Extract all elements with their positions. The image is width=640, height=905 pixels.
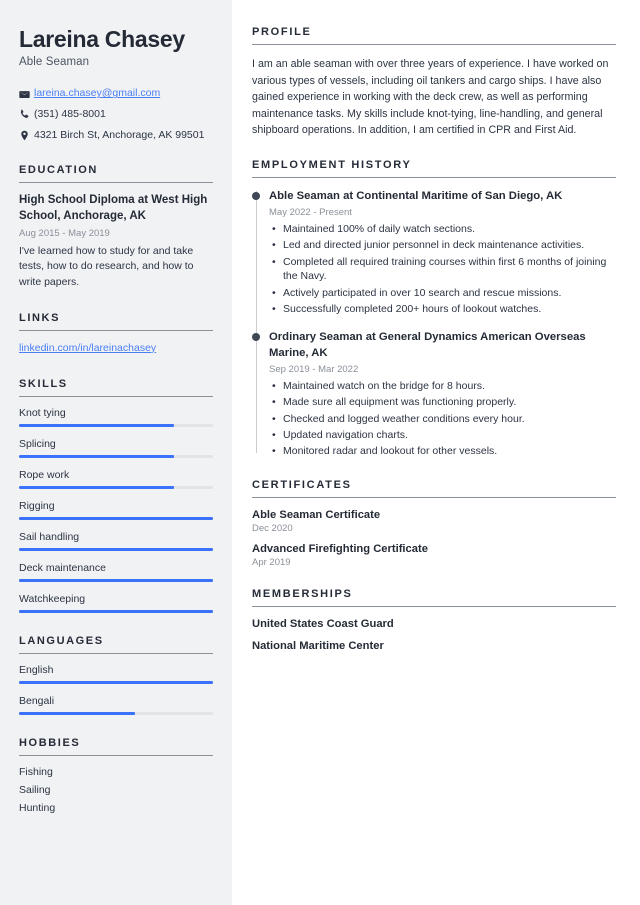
skill-item xyxy=(19,407,213,427)
job-bullet: • Maintained 100% of daily watch sections. xyxy=(283,222,616,237)
hobby-item: Fishing xyxy=(19,766,53,779)
certificate-name: Able Seaman Certificate xyxy=(252,509,381,522)
phone-text: (351) 485-8001 xyxy=(34,108,106,121)
main-content xyxy=(232,0,640,905)
skill-bar-track xyxy=(19,517,213,520)
language-bar-fill xyxy=(19,681,213,684)
skill-label: Knot tying xyxy=(19,407,66,420)
skill-bar-fill xyxy=(19,455,174,458)
hobbies-heading: HOBBIES xyxy=(19,737,81,750)
education-date: Aug 2015 - May 2019 xyxy=(19,228,110,240)
section-profile xyxy=(252,26,616,139)
section-links xyxy=(19,312,213,357)
education-description: I've learned how to study for and take tests, how to do research, and how to write papers. xyxy=(19,245,194,288)
certificate-date: Apr 2019 xyxy=(252,557,291,569)
job-entry xyxy=(269,330,616,459)
language-item xyxy=(19,695,213,715)
skill-bar-fill xyxy=(19,579,213,582)
job-bullet-list xyxy=(269,222,616,317)
section-skills xyxy=(19,378,213,613)
address-text: 4321 Birch St, Anchorage, AK 99501 xyxy=(34,128,205,141)
languages-heading: LANGUAGES xyxy=(19,635,104,648)
skill-label: Sail handling xyxy=(19,531,80,544)
education-divider xyxy=(19,182,213,183)
hobby-item: Sailing xyxy=(19,784,51,797)
skill-item xyxy=(19,469,213,489)
job-bullet: • Completed all required training courses within first 6 months of joining the Navy. xyxy=(283,255,616,285)
contact-row-email xyxy=(19,87,213,101)
employment-divider xyxy=(252,177,616,178)
job-bullet: • Successfully completed 200+ hours of lookout watches. xyxy=(283,302,616,317)
language-item xyxy=(19,664,213,684)
certificates-divider xyxy=(252,497,616,498)
profile-divider xyxy=(252,44,616,45)
skill-bar-track xyxy=(19,579,213,582)
certificate-name: Advanced Firefighting Certificate xyxy=(252,543,428,556)
certificate-item xyxy=(252,543,616,568)
contact-row-address xyxy=(19,129,213,143)
links-heading: LINKS xyxy=(19,311,60,324)
certificate-date: Dec 2020 xyxy=(252,523,293,535)
skill-item xyxy=(19,500,213,520)
skill-bar-track xyxy=(19,610,213,613)
skill-label: Rope work xyxy=(19,469,70,482)
hobby-item: Hunting xyxy=(19,802,56,815)
certificate-item xyxy=(252,509,616,534)
skill-label: Splicing xyxy=(19,438,56,451)
skill-label: Watchkeeping xyxy=(19,593,86,606)
phone-icon xyxy=(19,109,34,120)
sidebar xyxy=(0,0,232,905)
section-education xyxy=(19,164,213,289)
job-role: Ordinary Seaman at General Dynamics American Overseas Marine, AK xyxy=(269,331,586,359)
hobbies-divider xyxy=(19,755,213,756)
job-bullet: • Made sure all equipment was functioning properly. xyxy=(283,395,616,410)
language-bar-track xyxy=(19,712,213,715)
job-bullet: • Monitored radar and lookout for other vessels. xyxy=(283,444,616,459)
skill-bar-track xyxy=(19,424,213,427)
skills-divider xyxy=(19,396,213,397)
skill-item xyxy=(19,531,213,551)
language-bar-track xyxy=(19,681,213,684)
timeline-dot-icon xyxy=(252,333,260,341)
skills-heading: SKILLS xyxy=(19,378,68,391)
education-degree: High School Diploma at West High School, Anchorage, AK xyxy=(19,194,208,223)
profile-text: I am an able seaman with over three years of experience. I have worked on various types of vessels, including oil tankers and cargo ships. I have also gained experience in working with the deck crew, as well as performing maintenance tasks. My skills include knot-tying, line-handling, and general shipboard operations. In addition, I am certified in CPR and First Aid. xyxy=(252,58,609,137)
section-hobbies xyxy=(19,737,213,814)
skill-item xyxy=(19,593,213,613)
candidate-name: Lareina Chasey xyxy=(19,26,185,52)
links-list xyxy=(19,341,213,357)
skill-item xyxy=(19,562,213,582)
skill-bar-fill xyxy=(19,424,174,427)
skill-label: Deck maintenance xyxy=(19,562,106,575)
contact-list xyxy=(19,87,213,142)
contact-row-phone xyxy=(19,108,213,122)
job-date: May 2022 - Present xyxy=(269,206,352,218)
job-bullet: • Checked and logged weather conditions every hour. xyxy=(283,412,616,427)
membership-item: National Maritime Center xyxy=(252,640,384,653)
skill-bar-track xyxy=(19,455,213,458)
section-languages xyxy=(19,635,213,715)
language-label: English xyxy=(19,664,54,677)
job-entry xyxy=(269,189,616,317)
education-heading: EDUCATION xyxy=(19,164,98,177)
links-divider xyxy=(19,330,213,331)
memberships-divider xyxy=(252,606,616,607)
employment-heading: EMPLOYMENT HISTORY xyxy=(252,158,412,171)
membership-item: United States Coast Guard xyxy=(252,618,394,631)
job-role: Able Seaman at Continental Maritime of San Diego, AK xyxy=(269,189,563,202)
job-bullet: • Updated navigation charts. xyxy=(283,428,616,443)
skill-bar-fill xyxy=(19,517,213,520)
skill-bar-fill xyxy=(19,548,213,551)
email-link[interactable]: lareina.chasey@gmail.com xyxy=(34,87,161,100)
location-pin-icon xyxy=(19,130,34,141)
linkedin-link[interactable]: linkedin.com/in/lareinachasey xyxy=(19,341,157,354)
job-bullet: • Actively participated in over 10 search and rescue missions. xyxy=(283,286,616,301)
job-date: Sep 2019 - Mar 2022 xyxy=(269,363,359,375)
skill-bar-fill xyxy=(19,610,213,613)
timeline-dot-icon xyxy=(252,192,260,200)
profile-heading: PROFILE xyxy=(252,26,312,38)
language-bar-fill xyxy=(19,712,135,715)
candidate-job-title: Able Seaman xyxy=(19,56,90,69)
employment-timeline xyxy=(252,189,616,459)
memberships-heading: MEMBERSHIPS xyxy=(252,588,353,601)
skill-bar-track xyxy=(19,486,213,489)
skill-label: Rigging xyxy=(19,500,55,513)
skill-bar-track xyxy=(19,548,213,551)
skill-item xyxy=(19,438,213,458)
skill-bar-fill xyxy=(19,486,174,489)
section-certificates xyxy=(252,479,616,568)
language-label: Bengali xyxy=(19,695,55,708)
languages-divider xyxy=(19,653,213,654)
job-bullet-list xyxy=(269,379,616,460)
envelope-icon xyxy=(19,89,34,100)
job-bullet: • Led and directed junior personnel in deck maintenance activities. xyxy=(283,238,616,253)
certificates-heading: CERTIFICATES xyxy=(252,479,352,492)
job-bullet: • Maintained watch on the bridge for 8 hours. xyxy=(283,379,616,394)
section-employment xyxy=(252,159,616,459)
section-memberships xyxy=(252,588,616,652)
